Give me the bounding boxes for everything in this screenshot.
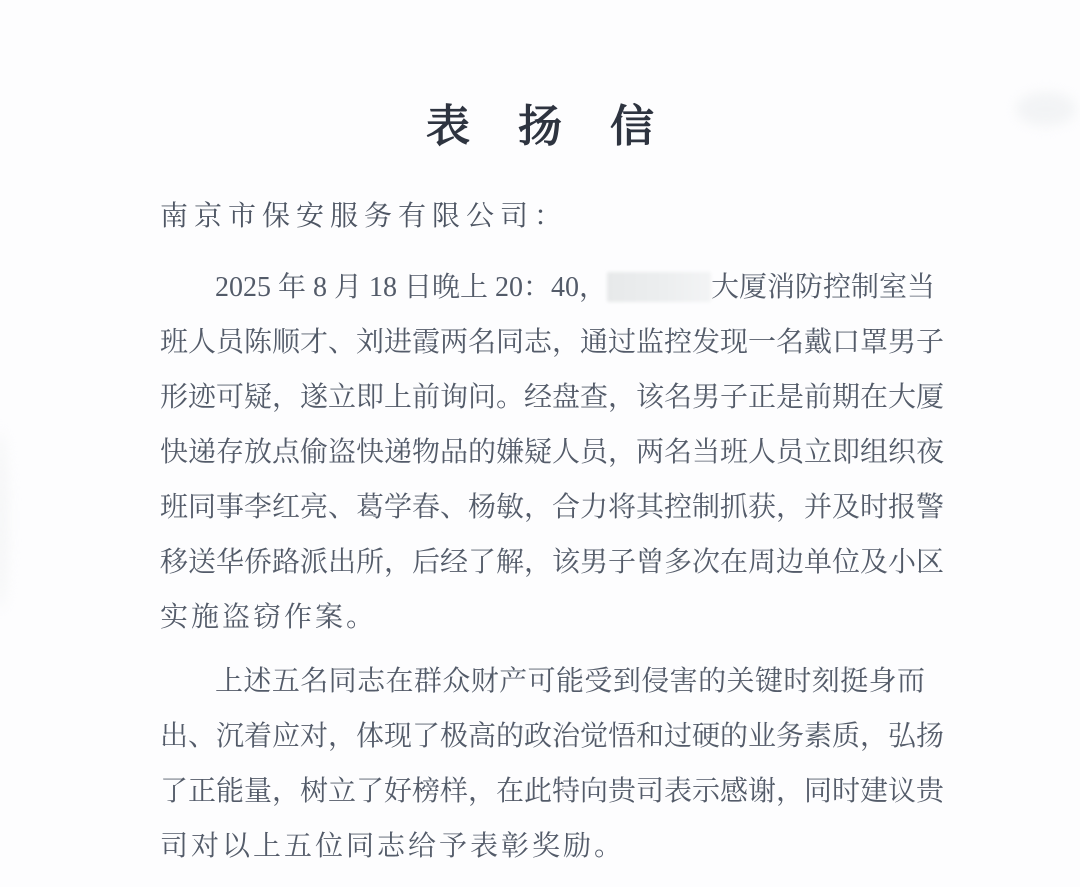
- paragraph-1-line-5: 班同事李红亮、葛学春、杨敏，合力将其控制抓获，并及时报警: [160, 492, 945, 523]
- paragraph-2: [160, 654, 945, 874]
- paragraph-1-line-4: 快递存放点偷盗快递物品的嫌疑人员，两名当班人员立即组织夜: [160, 437, 945, 468]
- letter-title: 表 扬 信: [426, 102, 673, 151]
- salutation-line: 南京市保安服务有限公司：: [160, 201, 569, 232]
- paragraph-2-line-3: 了正能量，树立了好榜样，在此特向贵司表示感谢，同时建议贵: [160, 776, 945, 807]
- paragraph-1-line-7: 实施盗窃作案。: [160, 602, 378, 633]
- paragraph-2-line-4: 司对以上五位同志给予表彰奖励。: [160, 831, 626, 862]
- incident-datetime-text: 2025 年 8 月 18 日晚上 20：40，: [215, 272, 608, 303]
- paragraph-1-line-2: 班人员陈顺才、刘进霞两名同志，通过监控发现一名戴口罩男子: [160, 327, 945, 358]
- paragraph-1-line-3: 形迹可疑，遂立即上前询问。经盘查，该名男子正是前期在大厦: [160, 382, 945, 413]
- paragraph-1: [160, 260, 945, 645]
- scan-smudge: [0, 430, 8, 610]
- letter-body: [160, 194, 945, 874]
- paragraph-1-line-6: 移送华侨路派出所，后经了解，该男子曾多次在周边单位及小区: [160, 547, 945, 578]
- paragraph-2-line-2: 出、沉着应对，体现了极高的政治觉悟和过硬的业务素质，弘扬: [160, 721, 945, 752]
- paragraph-1-line-1: [160, 260, 936, 315]
- paragraph-1-line-1-suffix: 大厦消防控制室当: [711, 272, 936, 303]
- paragraph-2-line-1: 上述五名同志在群众财产可能受到侵害的关键时刻挺身而: [215, 666, 925, 697]
- redacted-building-name: [607, 272, 711, 302]
